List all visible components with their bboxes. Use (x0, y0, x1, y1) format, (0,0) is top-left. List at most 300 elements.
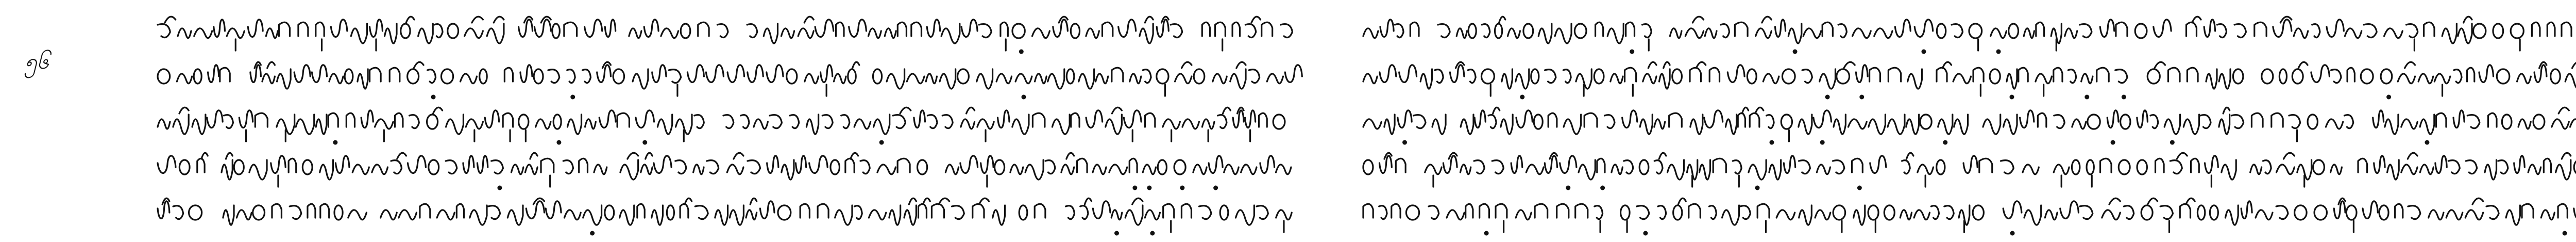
script-glyph (981, 156, 994, 173)
script-stroke (2155, 62, 2165, 68)
script-glyph (2358, 158, 2367, 172)
script-glyph (1725, 115, 1736, 134)
script-glyph (2485, 160, 2497, 180)
script-glyph (2395, 204, 2403, 218)
script-glyph (312, 65, 327, 83)
script-glyph (854, 206, 862, 219)
script-glyph (470, 205, 487, 225)
script-glyph (2574, 160, 2576, 174)
script-glyph (1848, 119, 1867, 129)
script-glyph (173, 206, 183, 219)
script-glyph (979, 24, 991, 38)
script-glyph (1012, 115, 1029, 134)
script-glyph (1235, 205, 1254, 225)
script-glyph (2036, 22, 2044, 36)
script-glyph (1429, 206, 1439, 219)
script-glyph (715, 205, 728, 225)
script-glyph (1158, 160, 1166, 174)
ink-mark (1921, 50, 1926, 54)
ink-mark (1484, 231, 1489, 236)
script-glyph (2373, 110, 2384, 128)
script-glyph (2517, 74, 2531, 84)
script-glyph (255, 113, 267, 127)
script-glyph (1174, 160, 1185, 174)
script-glyph (1776, 210, 1795, 220)
script-glyph (1392, 204, 1400, 218)
script-glyph (1713, 158, 1726, 172)
script-glyph (957, 69, 969, 84)
ink-mark (1147, 186, 1151, 190)
script-glyph (1035, 74, 1047, 84)
script-glyph (1398, 110, 1412, 128)
script-stroke (1251, 17, 1260, 23)
script-glyph (511, 165, 523, 174)
script-glyph (2272, 113, 2283, 127)
script-glyph (158, 156, 176, 173)
script-glyph (1245, 110, 1256, 128)
script-stroke (494, 17, 504, 23)
script-glyph (845, 158, 854, 172)
script-glyph (717, 24, 728, 38)
script-glyph (1010, 165, 1023, 174)
script-glyph (1643, 74, 1656, 84)
script-glyph (1654, 119, 1665, 129)
script-glyph (1920, 115, 1931, 129)
script-glyph (234, 160, 244, 174)
script-glyph (1833, 205, 1845, 220)
script-stroke (397, 153, 406, 159)
script-glyph (2187, 22, 2197, 36)
ink-mark (1755, 186, 1760, 190)
right-column (1360, 10, 2576, 237)
script-glyph (2562, 22, 2571, 36)
script-stroke (853, 62, 859, 68)
script-glyph (2233, 69, 2243, 84)
ink-mark (2170, 140, 2175, 145)
script-glyph (1888, 115, 1905, 134)
script-glyph (730, 205, 743, 225)
script-glyph (1767, 115, 1774, 128)
script-glyph (1868, 205, 1878, 220)
script-glyph (525, 165, 537, 174)
script-glyph (1670, 28, 1682, 38)
script-glyph (2150, 115, 2158, 128)
script-stroke (1493, 107, 1500, 114)
script-glyph (2518, 119, 2531, 129)
ink-mark (1520, 95, 1524, 100)
script-glyph (2124, 206, 2133, 219)
script-glyph (1579, 160, 1595, 180)
script-glyph (2528, 165, 2540, 174)
script-stroke (1182, 62, 1192, 68)
script-stroke (1145, 17, 1153, 23)
script-glyph (727, 165, 743, 174)
script-stroke (2405, 62, 2415, 68)
script-glyph (1516, 210, 1531, 220)
script-glyph (389, 68, 400, 82)
script-glyph (727, 65, 744, 83)
script-stroke (1112, 107, 1122, 114)
script-glyph (2454, 70, 2462, 83)
script-glyph (911, 22, 922, 36)
script-glyph (836, 22, 843, 36)
script-glyph (2465, 210, 2483, 220)
script-stroke (1132, 198, 1143, 204)
script-stroke (2558, 107, 2569, 114)
script-glyph (370, 20, 383, 37)
script-glyph (1096, 74, 1108, 84)
script-glyph (1193, 165, 1207, 174)
script-glyph (885, 28, 896, 38)
ink-mark (497, 186, 502, 190)
script-glyph (1564, 115, 1581, 134)
script-glyph (1468, 24, 1476, 38)
manuscript-line (155, 101, 1309, 147)
script-glyph (815, 20, 834, 37)
script-glyph (599, 110, 616, 128)
script-glyph (1545, 70, 1556, 83)
script-glyph (2327, 20, 2344, 37)
script-glyph (2065, 28, 2077, 38)
script-glyph (541, 158, 554, 172)
script-glyph (1639, 160, 1649, 174)
script-glyph (1852, 158, 1863, 172)
script-glyph (2222, 160, 2236, 180)
script-glyph (2420, 165, 2433, 174)
script-glyph (1425, 165, 1442, 174)
script-glyph (873, 69, 882, 84)
script-glyph (1241, 165, 1257, 174)
script-glyph (1654, 160, 1663, 174)
script-glyph (410, 115, 419, 128)
script-glyph (1181, 204, 1191, 218)
script-stroke (2192, 17, 2201, 23)
script-stroke (267, 62, 275, 68)
script-glyph (2072, 160, 2080, 174)
script-glyph (652, 65, 666, 83)
ink-mark (1566, 186, 1570, 190)
script-glyph (2493, 24, 2503, 38)
script-glyph (1209, 156, 1223, 173)
script-glyph (2401, 119, 2418, 129)
script-stroke (1762, 17, 1771, 23)
script-glyph (1953, 74, 1971, 84)
script-glyph (401, 24, 410, 38)
script-glyph (1740, 206, 1751, 219)
script-glyph (2087, 160, 2094, 174)
script-glyph (564, 210, 581, 220)
script-glyph (1106, 115, 1122, 134)
ink-mark (2111, 140, 2115, 145)
script-glyph (1363, 204, 1373, 218)
script-glyph (2187, 68, 2198, 82)
script-glyph (723, 115, 734, 128)
script-glyph (158, 24, 170, 38)
script-glyph (1259, 113, 1267, 127)
script-glyph (747, 24, 757, 38)
script-glyph (1129, 158, 1137, 172)
script-glyph (1019, 205, 1027, 220)
script-glyph (748, 160, 760, 174)
script-glyph (485, 110, 499, 128)
script-glyph (2486, 206, 2499, 219)
script-glyph (2217, 24, 2226, 38)
script-glyph (1782, 69, 1795, 84)
script-stroke (226, 153, 233, 159)
script-glyph (2398, 74, 2415, 84)
script-glyph (2326, 119, 2343, 129)
ink-mark (556, 140, 561, 145)
script-glyph (2429, 210, 2444, 220)
script-glyph (1555, 24, 1571, 43)
script-glyph (1466, 204, 1473, 218)
script-glyph (2160, 206, 2173, 219)
script-glyph (2547, 22, 2555, 36)
script-glyph (2406, 24, 2417, 38)
script-glyph (583, 205, 602, 225)
script-glyph (585, 119, 596, 129)
ink-mark (1213, 186, 1218, 190)
ink-mark (1857, 186, 1862, 190)
script-glyph (1380, 20, 1394, 37)
script-glyph (2574, 201, 2576, 219)
script-glyph (926, 74, 937, 84)
script-glyph (1230, 69, 1246, 89)
script-glyph (1015, 74, 1032, 84)
script-glyph (2424, 22, 2434, 36)
script-glyph (1285, 65, 1302, 83)
script-glyph (1969, 24, 1982, 38)
script-glyph (1456, 28, 1467, 38)
script-glyph (661, 28, 679, 38)
script-glyph (2219, 115, 2230, 134)
script-glyph (437, 210, 454, 220)
script-glyph (770, 115, 782, 128)
script-glyph (1738, 113, 1745, 127)
script-glyph (1596, 22, 1603, 36)
script-glyph (194, 69, 201, 84)
ink-mark (1114, 231, 1119, 236)
script-glyph (279, 22, 290, 36)
ink-mark (431, 95, 436, 100)
script-glyph (2346, 205, 2357, 220)
script-glyph (787, 69, 797, 84)
script-stroke (967, 107, 975, 114)
script-glyph (1145, 113, 1155, 127)
script-glyph (1705, 28, 1717, 38)
script-glyph (236, 210, 251, 220)
script-glyph (2234, 24, 2246, 38)
script-glyph (1363, 160, 1373, 174)
ink-mark (1132, 186, 1137, 190)
script-glyph (1502, 69, 1513, 89)
script-glyph (1937, 68, 1947, 82)
script-glyph (563, 160, 573, 174)
script-glyph (2522, 204, 2533, 218)
script-glyph (2364, 24, 2377, 38)
script-glyph (2204, 20, 2215, 37)
script-stroke (939, 198, 950, 204)
script-glyph (2003, 201, 2022, 219)
script-glyph (2570, 119, 2576, 129)
script-glyph (2154, 20, 2171, 37)
script-glyph (2294, 28, 2308, 38)
script-glyph (1817, 165, 1830, 174)
script-glyph (1262, 22, 1273, 36)
script-glyph (1399, 65, 1417, 83)
script-glyph (296, 115, 314, 134)
script-glyph (877, 165, 896, 174)
ink-mark (642, 140, 647, 145)
script-glyph (1461, 115, 1473, 134)
script-glyph (2219, 69, 2230, 89)
script-glyph (996, 74, 1011, 84)
script-glyph (675, 160, 686, 174)
script-glyph (767, 65, 783, 83)
script-glyph (316, 22, 324, 36)
script-glyph (693, 165, 704, 174)
script-glyph (345, 69, 353, 84)
script-glyph (2541, 210, 2554, 220)
script-glyph (1690, 68, 1701, 82)
script-glyph (1640, 115, 1652, 134)
script-glyph (1124, 110, 1141, 128)
script-glyph (2347, 68, 2354, 82)
script-glyph (316, 115, 327, 134)
script-glyph (1673, 205, 1682, 220)
script-glyph (977, 119, 994, 129)
script-glyph (2197, 205, 2205, 220)
script-glyph (1531, 69, 1539, 84)
script-glyph (1735, 22, 1748, 36)
script-glyph (289, 158, 296, 172)
script-stroke (2472, 198, 2483, 204)
script-glyph (2466, 160, 2477, 174)
script-glyph (2344, 115, 2353, 128)
script-glyph (207, 110, 223, 128)
script-glyph (2135, 24, 2147, 38)
script-glyph (1637, 206, 1649, 219)
script-glyph (2448, 160, 2460, 174)
script-glyph (2479, 65, 2494, 83)
script-glyph (536, 119, 551, 129)
script-glyph (2565, 69, 2576, 89)
script-glyph (177, 74, 192, 84)
script-stroke (734, 153, 743, 159)
script-stroke (1084, 198, 1091, 204)
script-glyph (465, 28, 483, 38)
script-glyph (2552, 119, 2569, 129)
script-glyph (2379, 205, 2388, 220)
ink-mark (1402, 140, 1407, 145)
script-glyph (1749, 160, 1766, 180)
script-glyph (1869, 115, 1886, 134)
script-glyph (2556, 160, 2571, 180)
script-glyph (1763, 74, 1779, 84)
script-stroke (1066, 153, 1074, 159)
script-glyph (869, 210, 886, 220)
script-glyph (488, 206, 500, 219)
script-glyph (1822, 22, 1833, 36)
script-glyph (1435, 70, 1444, 83)
script-glyph (790, 115, 799, 128)
script-glyph (1612, 165, 1622, 174)
script-glyph (995, 160, 1005, 174)
script-glyph (1048, 69, 1064, 89)
script-glyph (1273, 115, 1285, 129)
script-glyph (2119, 160, 2130, 174)
script-glyph (1053, 20, 1068, 37)
script-glyph (2081, 74, 2093, 84)
script-glyph (526, 201, 544, 219)
script-glyph (641, 165, 652, 174)
script-glyph (698, 22, 709, 36)
script-glyph (1775, 20, 1785, 37)
script-glyph (1833, 160, 1844, 174)
script-glyph (1721, 24, 1730, 38)
script-glyph (993, 205, 1005, 225)
script-glyph (617, 113, 629, 127)
script-glyph (223, 205, 234, 225)
script-glyph (2385, 115, 2398, 134)
script-glyph (1475, 110, 1485, 128)
script-glyph (2488, 113, 2497, 127)
script-stroke (1844, 62, 1855, 68)
script-glyph (1900, 210, 1911, 220)
script-glyph (1870, 68, 1880, 82)
script-glyph (961, 20, 977, 37)
script-glyph (1052, 115, 1070, 134)
script-glyph (1281, 24, 1293, 38)
script-glyph (294, 65, 310, 83)
ink-mark (1600, 186, 1605, 190)
script-glyph (328, 113, 338, 127)
script-glyph (2054, 115, 2064, 128)
script-glyph (2183, 115, 2199, 134)
script-glyph (1163, 119, 1180, 129)
script-glyph (1157, 69, 1168, 84)
script-glyph (370, 68, 381, 82)
script-glyph (800, 204, 809, 218)
script-glyph (1534, 115, 1543, 129)
script-glyph (952, 206, 964, 219)
script-glyph (1410, 22, 1419, 36)
script-glyph (1704, 110, 1723, 128)
script-glyph (2442, 24, 2456, 43)
script-glyph (2418, 74, 2433, 84)
script-glyph (1888, 68, 1901, 82)
script-glyph (822, 115, 833, 128)
script-glyph (2277, 165, 2295, 174)
script-glyph (1460, 165, 1470, 174)
script-glyph (1443, 156, 1457, 173)
script-glyph (2381, 69, 2392, 84)
script-stroke (685, 198, 691, 204)
script-glyph (548, 70, 560, 83)
script-glyph (1218, 115, 1227, 128)
script-glyph (272, 204, 281, 218)
script-glyph (1507, 28, 1520, 38)
script-glyph (2072, 119, 2086, 129)
script-glyph (1481, 69, 1494, 84)
script-stroke (2223, 107, 2229, 114)
script-glyph (2384, 28, 2403, 38)
script-glyph (408, 69, 419, 84)
script-glyph (2241, 201, 2252, 219)
script-glyph (1492, 160, 1503, 174)
script-glyph (1066, 206, 1075, 219)
script-glyph (1257, 206, 1268, 219)
